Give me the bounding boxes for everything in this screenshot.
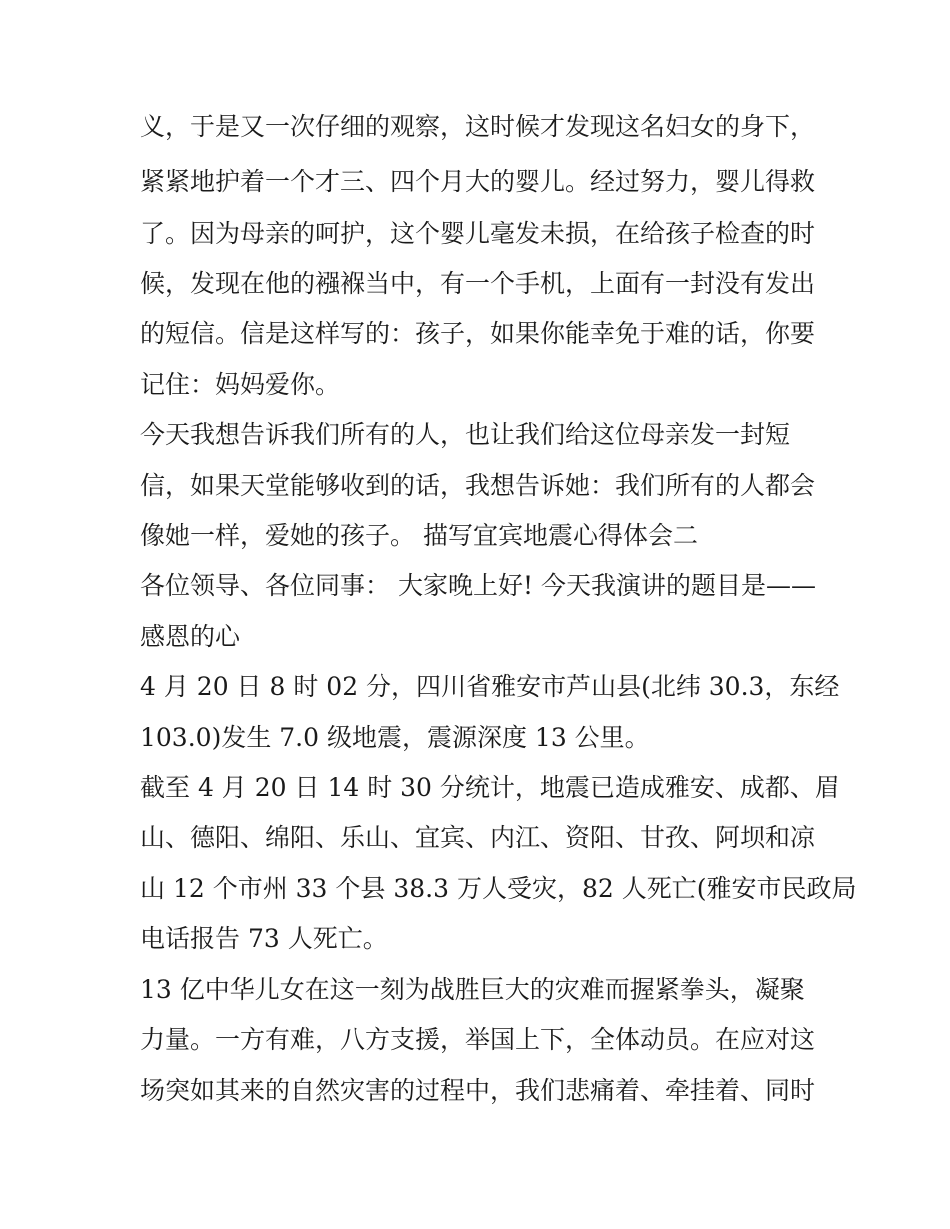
text-line: 像她一样，爱她的孩子。 描写宜宾地震心得体会二 [140, 521, 698, 550]
text-line: 4 月 20 日 8 时 02 分，四川省雅安市芦山县(北纬 30.3，东经 [140, 672, 840, 701]
text-line: 电话报告 73 人死亡。 [140, 924, 388, 953]
text-line: 的短信。信是这样写的：孩子，如果你能幸免于难的话，你要 [140, 319, 816, 348]
text-line: 了。因为母亲的呵护，这个婴儿毫发未损，在给孩子检查的时 [140, 219, 816, 248]
text-line: 山、德阳、绵阳、乐山、宜宾、内江、资阳、甘孜、阿坝和凉 [140, 823, 816, 852]
text-line: 各位领导、各位同事： 大家晚上好! 今天我演讲的题目是—— [140, 571, 816, 600]
text-line: 13 亿中华儿女在这一刻为战胜巨大的灾难而握紧拳头，凝聚 [140, 975, 805, 1004]
text-line: 103.0)发生 7.0 级地震，震源深度 13 公里。 [140, 723, 650, 752]
text-line: 截至 4 月 20 日 14 时 30 分统计，地震已造成雅安、成都、眉 [140, 773, 840, 802]
text-line: 力量。一方有难，八方支援，举国上下，全体动员。在应对这 [140, 1025, 816, 1054]
text-line: 山 12 个市州 33 个县 38.3 万人受灾，82 人死亡(雅安市民政局 [140, 874, 857, 903]
text-line: 感恩的心 [140, 622, 241, 651]
text-line: 紧紧地护着一个才三、四个月大的婴儿。经过努力，婴儿得救 [140, 167, 816, 196]
text-line: 记住：妈妈爱你。 [140, 370, 341, 399]
text-line: 候，发现在他的襁褓当中，有一个手机，上面有一封没有发出 [140, 269, 816, 298]
text-line: 今天我想告诉我们所有的人，也让我们给这位母亲发一封短 [140, 420, 791, 449]
text-line: 信，如果天堂能够收到的话，我想告诉她：我们所有的人都会 [140, 471, 816, 500]
text-line: 义，于是又一次仔细的观察，这时候才发现这名妇女的身下， [140, 112, 816, 141]
text-line: 场突如其来的自然灾害的过程中，我们悲痛着、牵挂着、同时 [140, 1076, 816, 1105]
